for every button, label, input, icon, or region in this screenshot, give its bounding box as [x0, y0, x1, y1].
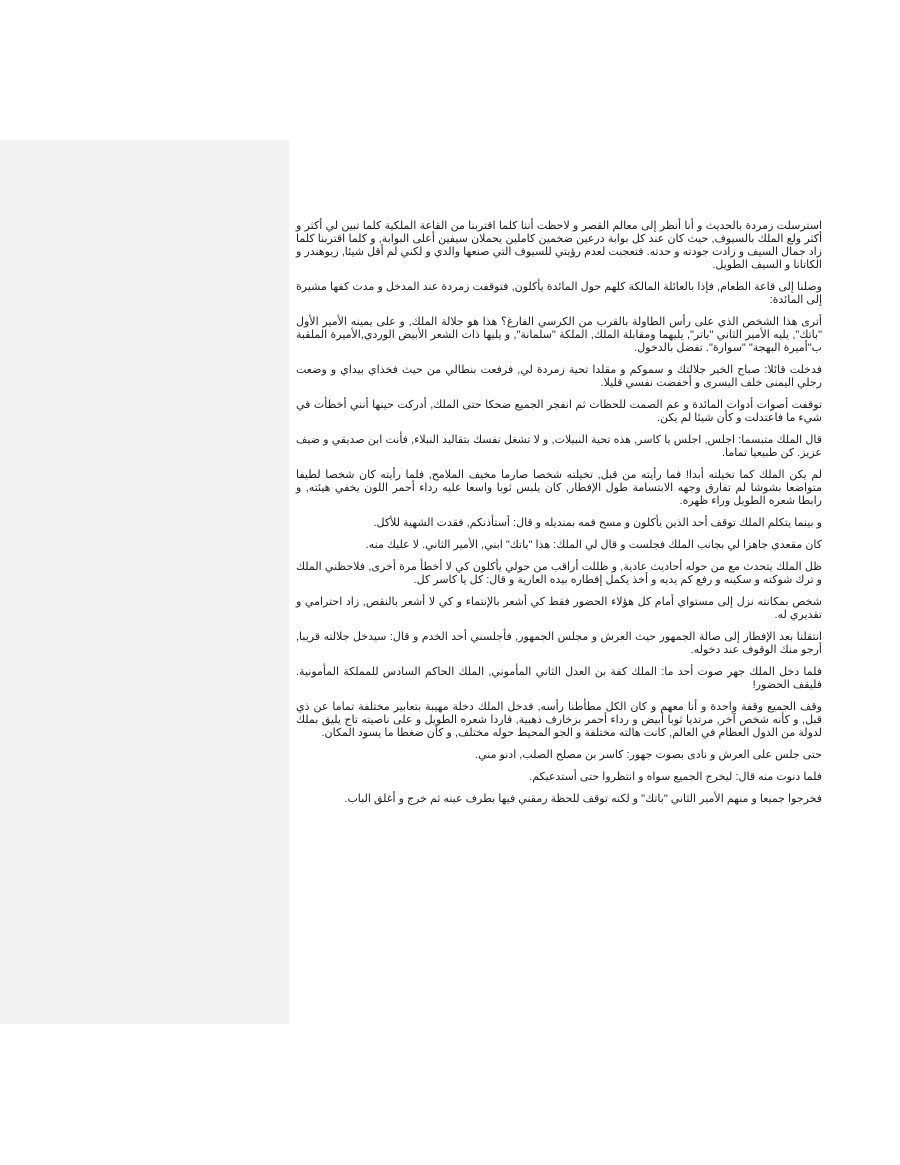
- document-body: [296, 220, 822, 815]
- paragraph: أترى هذا الشخص الذي على رأس الطاولة بالقرب من الكرسي الفارغ؟ هذا هو جلالة الملك, و على يمينه الأمير الأول "باتك", يليه الأمير الثاني "باتر", يليهما ومقابلة الملك, الملكة "سلمانة", و يليها ذات الشعر الأبيض الوردي,الأميرة الملقبة ب"أميرة البهجة" "سوارة". تفضل بالدخول.: [296, 316, 822, 354]
- paragraph: وقف الجميع وقفة واحدة و أنا معهم و كان الكل مطأطنا رأسه, فدخل الملك دخلة مهيبة بتعابير مختلفة تماما عن ذي قبل, و كأنه شخص آخر, مرتديا ثوبا أبيض و رداء أحمر بزخارف ذهبية, فاردا شعره الطويل و على ناصيته تاج يليق بملك لدولة من الدول العظام في العالم, كانت هالته مختلفة و الجو المحيط حوله مختلف, و كأن ضغطا ما يسود المكان.: [296, 701, 822, 739]
- paragraph: شخص بمكانته نزل إلى مستواي أمام كل هؤلاء الحضور فقط كي أشعر بالإنتماء و كي لا أشعر بالنقص, زاد احترامي و تقديري له.: [296, 596, 822, 621]
- paragraph: توقفت أصوات أدوات المائدة و عم الصمت للحظات ثم انفجر الجميع ضحكا حتى الملك, أدركت حينها أنني أخطأت في شيء ما فاعتدلت و كأن شيئا لم يكن.: [296, 399, 822, 424]
- paragraph: وصلنا إلى قاعة الطعام, فإذا بالعائلة المالكة كلهم حول المائدة يأكلون, فتوقفت زمردة عند المدخل و مدت كفها مشيرة إلى المائدة:: [296, 281, 822, 306]
- paragraph: فلما دخل الملك جهر صوت أحد ما: الملك كفة بن العدل الثاني المأموني, الملك الحاكم السادس للمملكة المأمونية. فليقف الحضور!: [296, 666, 822, 691]
- paragraph: فخرجوا جميعا و منهم الأمير الثاني "باتك" و لكنه توقف للحظة رمقني فيها بطرف عينه ثم خرج و أغلق الباب.: [344, 793, 822, 805]
- paragraph: ظل الملك يتحدث مع من حوله أحاديث عادية, و ظللت أراقب من حولي يأكلون كي لا أخطأ مرة أخرى, فلاحظني الملك و ترك شوكته و سكينه و رفع كم يديه و أخذ يكمل إفطاره بيده العارية و قال: كل يا كاسر كل.: [296, 561, 822, 586]
- paragraph: استرسلت زمردة بالحديث و أنا أنظر إلى معالم القصر و لاحظت أننا كلما اقتربنا من القاعة الملكية كلما تبين لي أكثر و أكثر ولع الملك بالسيوف, حيث كان عند كل بوابة درعين ضخمين كاملين يحملان سيفين أعلى البوابة, و كلما اقتربنا كلما زاد جمال السيف و زادت جودته و حدته. فتعجبت لعدم رؤيتي للسيوف التي صنعها والدي و لكني لم أقل شيئا, زيوهندر و الكاتانا و السيف الطويل.: [296, 220, 822, 271]
- paragraph: فدخلت قائلا: صباح الخير جلالتك و سموكم و مقلدا تحية زمردة لي, فرفعت بنطالي من حيث فخذاي بيداي و وضعت رجلي اليمنى خلف اليسرى و أخفضت نفسي قليلا.: [296, 364, 822, 389]
- paragraph: و بينما يتكلم الملك توقف أحد الذين يأكلون و مسح فمه بمنديله و قال: أستأذنكم, فقدت الشهية للأكل.: [373, 517, 822, 529]
- paragraph: كان مقعدي جاهزا لي بجانب الملك فجلست و قال لي الملك: هذا "باتك" ابني, الأمير الثاني. لا عليك منه.: [365, 539, 822, 551]
- paragraph: فلما دنوت منه قال: ليخرج الجميع سواه و انتظروا حتى أستدعيكم.: [529, 771, 822, 783]
- paragraph: حتى جلس على العرش و نادى بصوت جهور: كاسر بن مصلح الصلب, ادنو مني.: [475, 749, 822, 761]
- paragraph: انتقلنا بعد الإفطار إلى صالة الجمهور حيث العرش و مجلس الجمهور, فأجلسني أحد الخدم و قال: سيدخل جلالته قريبا, أرجو منك الوقوف عند دخوله.: [296, 631, 822, 656]
- paragraph: لم يكن الملك كما تخيلته أبدا! فما رأيته من قبل, تخيلته شخصا صارما مخيف الملامح, فلما رأيته كان شخصا لطيفا متواضعا بشوشا لم تفارق وجهه الابتسامة طول الإفطار, كان يلبس ثوبا واسعا عليه رداء أحمر اللون يخفي هيئته, و رابطا شعره الطويل وراء ظهره.: [296, 469, 822, 507]
- paragraph: قال الملك متبسما: اجلس, اجلس يا كاسر, هذه تحية النبيلات, و لا تشغل نفسك بتقاليد النبلاء, فأنت ابن صديقي و ضيف عزيز. كن طبيعيا تماما.: [296, 434, 822, 459]
- side-panel: [0, 140, 289, 1024]
